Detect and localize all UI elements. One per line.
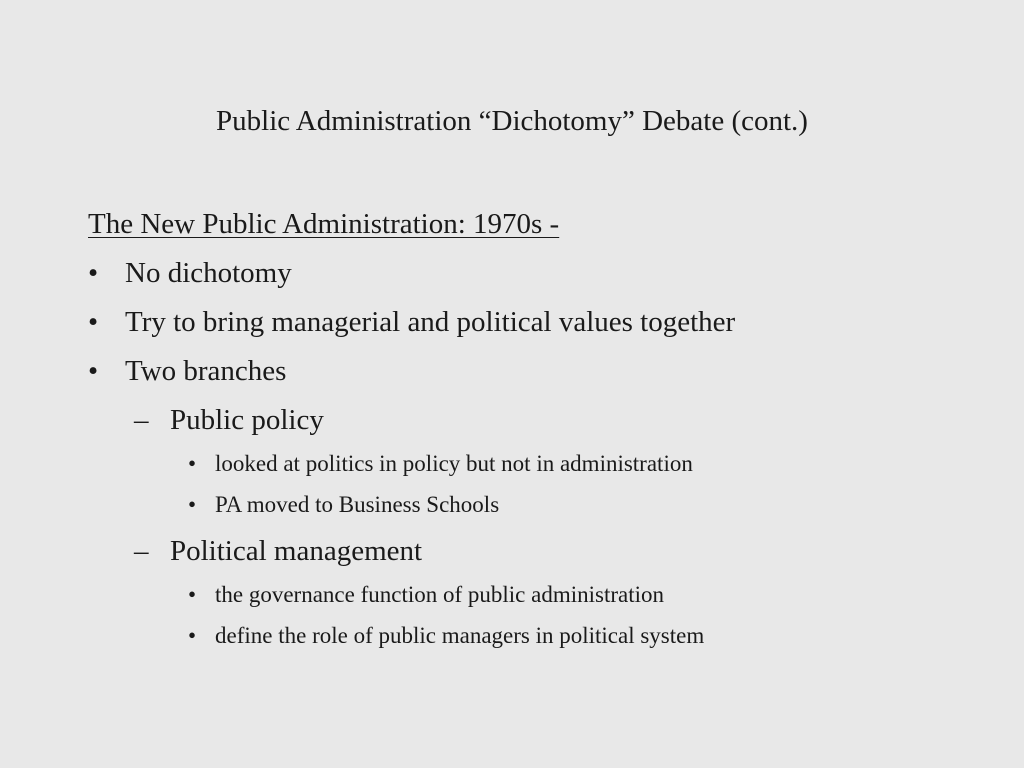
sub-item-text: Public policy [170,404,324,436]
dash-icon: – [134,535,149,567]
bullet-item-no-dichotomy [88,253,292,293]
sub-sub-item-text: define the role of public managers in political system [215,623,705,648]
bullet-icon: • [88,306,99,338]
bullet-icon: • [188,582,197,607]
bullet-text: Try to bring managerial and political values together [125,306,736,338]
bullet-item-managerial-political [88,302,735,342]
sub-sub-item-text: looked at politics in policy but not in administration [215,451,693,476]
sub-sub-item-text: PA moved to Business Schools [215,492,500,517]
bullet-icon: • [88,257,99,289]
sub-sub-item [188,579,664,611]
sub-sub-item [188,448,693,480]
bullet-item-two-branches [88,351,286,391]
section-heading: The New Public Administration: 1970s - [88,208,560,240]
sub-item-text: Political management [170,535,423,567]
sub-sub-item [188,620,704,652]
dash-icon: – [134,404,149,436]
sub-sub-item [188,489,499,521]
bullet-icon: • [188,451,197,476]
bullet-icon: • [188,492,197,517]
slide-title: Public Administration “Dichotomy” Debate (cont.) [216,105,808,137]
bullet-text: No dichotomy [125,257,292,289]
sub-item-public-policy [134,400,324,440]
bullet-icon: • [188,623,197,648]
sub-item-political-management [134,531,422,571]
bullet-text: Two branches [125,355,287,387]
bullet-icon: • [88,355,99,387]
sub-sub-item-text: the governance function of public administration [215,582,665,607]
